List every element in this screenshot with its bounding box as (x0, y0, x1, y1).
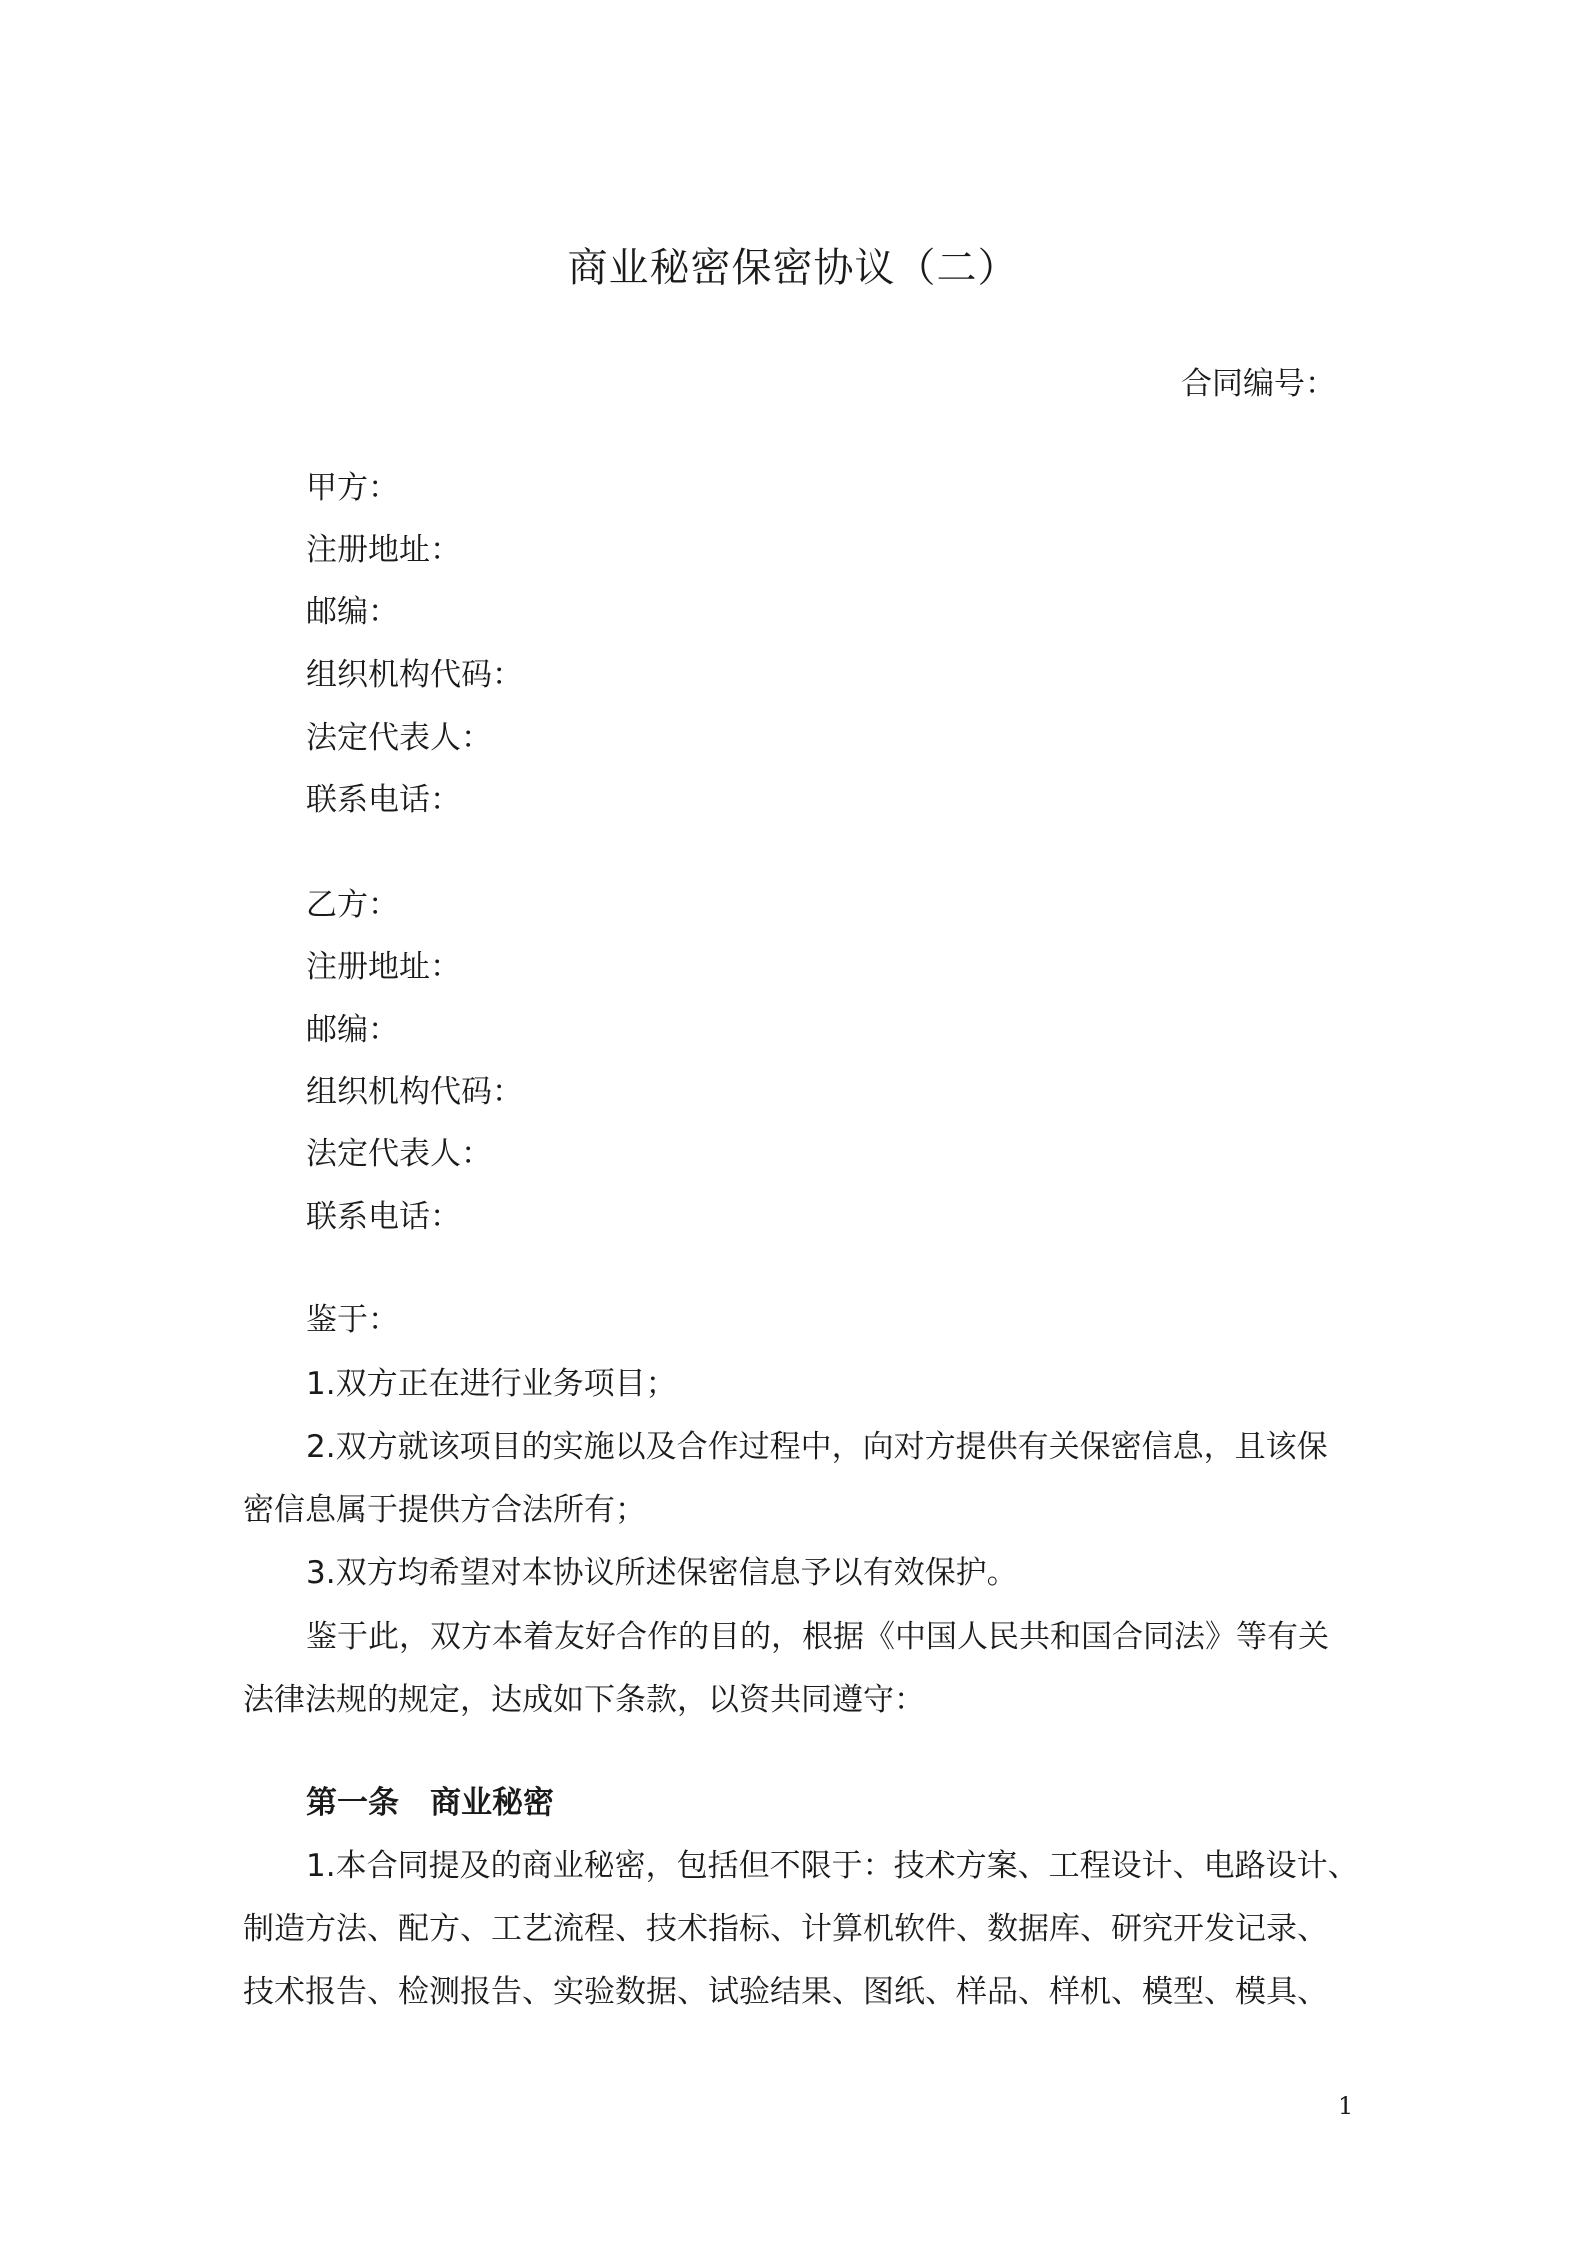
party-b-org-code-label: 组织机构代码： (306, 1074, 523, 1110)
recital-conclusion-line-2: 法律法规的规定，达成如下条款，以资共同遵守： (243, 1682, 925, 1718)
party-a-postcode-label: 邮编： (306, 594, 399, 630)
party-b-phone-label: 联系电话： (306, 1199, 461, 1235)
recital-item-2-line-1: 2.双方就该项目的实施以及合作过程中，向对方提供有关保密信息，且该保 (306, 1429, 1328, 1465)
party-b-legal-rep-label: 法定代表人： (306, 1136, 492, 1172)
contract-number-label: 合同编号： (1181, 366, 1336, 402)
recitals-intro: 鉴于： (306, 1302, 399, 1338)
party-b-address-label: 注册地址： (306, 949, 461, 985)
party-a-name-label: 甲方： (306, 470, 399, 506)
party-a-address-label: 注册地址： (306, 532, 461, 568)
party-a-phone-label: 联系电话： (306, 782, 461, 818)
recital-item-2-line-2: 密信息属于提供方合法所有； (243, 1492, 646, 1528)
article-1-line-1: 1.本合同提及的商业秘密，包括但不限于：技术方案、工程设计、电路设计、 (306, 1848, 1359, 1884)
article-1-line-3: 技术报告、检测报告、实验数据、试验结果、图纸、样品、样机、模型、模具、 (243, 1974, 1328, 2010)
recital-item-3: 3.双方均希望对本协议所述保密信息予以有效保护。 (306, 1555, 1018, 1591)
party-b-postcode-label: 邮编： (306, 1012, 399, 1048)
page-number: 1 (1338, 2092, 1354, 2120)
party-b-name-label: 乙方： (306, 887, 399, 923)
party-a-org-code-label: 组织机构代码： (306, 657, 523, 693)
party-a-legal-rep-label: 法定代表人： (306, 720, 492, 756)
article-1-heading: 第一条 商业秘密 (306, 1785, 554, 1821)
recital-item-1: 1.双方正在进行业务项目； (306, 1366, 677, 1402)
recital-conclusion-line-1: 鉴于此，双方本着友好合作的目的，根据《中国人民共和国合同法》等有关 (306, 1619, 1329, 1655)
document-title: 商业秘密保密协议（二） (567, 245, 1019, 291)
article-1-line-2: 制造方法、配方、工艺流程、技术指标、计算机软件、数据库、研究开发记录、 (243, 1911, 1328, 1947)
